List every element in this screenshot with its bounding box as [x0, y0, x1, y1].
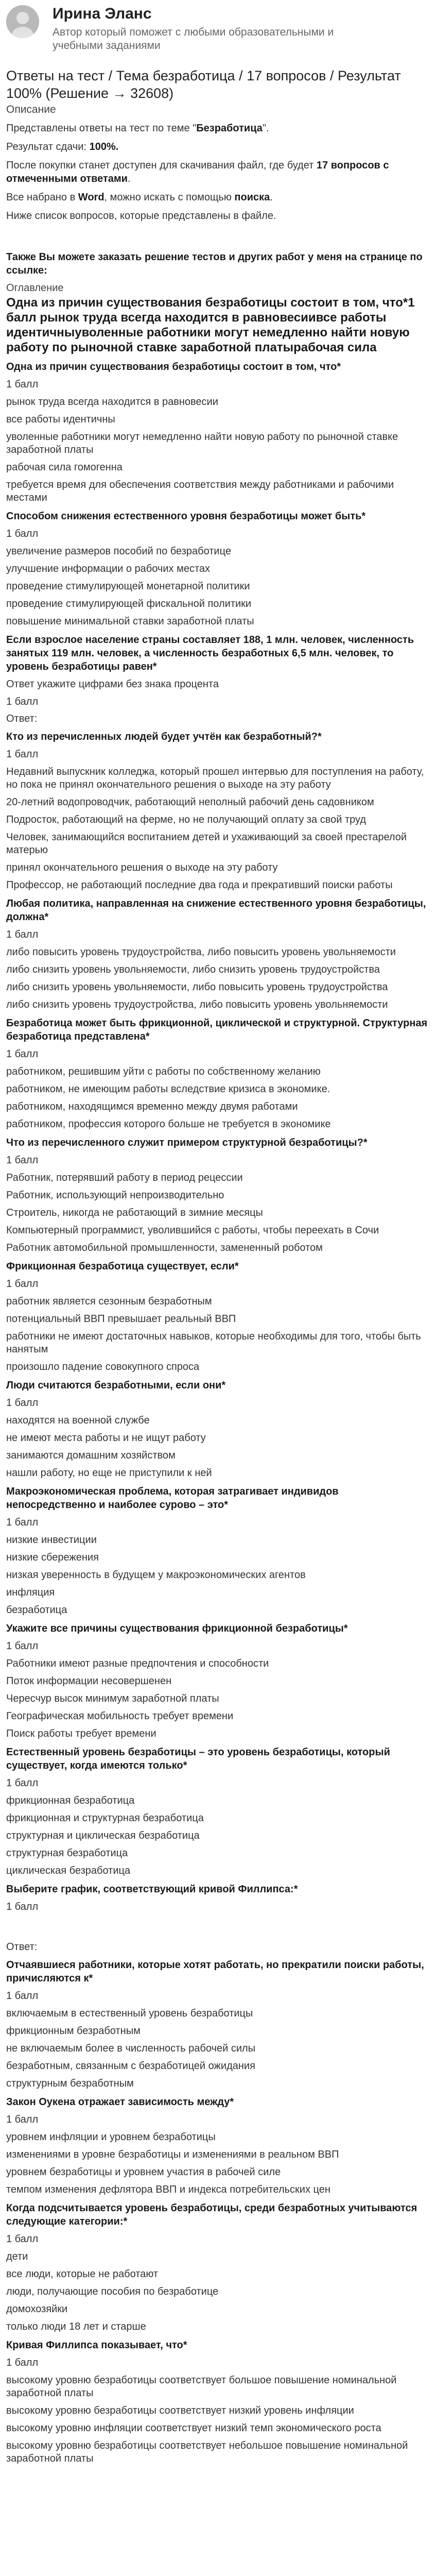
answer-label: Ответ: [6, 713, 38, 724]
answer-option: проведение стимулирующей монетарной политики [6, 581, 250, 592]
answer-option: Ответ укажите цифрами без знака процента [6, 679, 219, 690]
answer-option: безработным, связанным с безработицей ожидания [6, 2060, 255, 2072]
question-title: Естественный уровень безработицы – это уровень безработицы, который существует, когда имеются только* [6, 1747, 390, 1771]
question-points: 1 балл [6, 1155, 39, 1166]
answer-label: Ответ: [6, 1941, 38, 1953]
answer-option: уровнем безработицы и уровнем участия в рабочей силе [6, 2166, 281, 2178]
question-title: Закон Оукена отражает зависимость между* [6, 2096, 234, 2108]
answer-option: структурная безработица [6, 1848, 128, 1859]
question-block [6, 1136, 430, 1255]
question-block [6, 897, 430, 1011]
document-title: Ответы на тест / Тема безработица / 17 вопросов / Результат 100% (Решение → 32608) [6, 68, 401, 101]
answer-option: проведение стимулирующей фискальной политики [6, 598, 252, 609]
answer-option: Работник, потерявший работу в период рецессии [6, 1172, 243, 1183]
answer-option: работником, решившим уйти с работы по собственному желанию [6, 1066, 321, 1077]
question-block [6, 2201, 430, 2333]
question-block [6, 510, 430, 628]
question-points: 1 балл [6, 379, 39, 390]
question-points: 1 балл [6, 1278, 39, 1290]
answer-option: Профессор, не работающий последние два года и прекративший поиски работы [6, 879, 393, 891]
answer-option: либо снизить уровень трудоустройства, либо повысить уровень увольняемости [6, 999, 388, 1010]
question-block [6, 730, 430, 892]
answer-option: нашли работу, но еще не приступили к ней [6, 1467, 212, 1479]
answer-option: принял окончательного решения о выходе на эту работу [6, 862, 278, 873]
answer-option: инфляция [6, 1587, 55, 1598]
author-name[interactable]: Ирина Эланс [53, 5, 152, 22]
answer-option: уровнем инфляции и уровнем безработицы [6, 2131, 216, 2143]
question-title: Когда подсчитывается уровень безработицы, среди безработных учитываются следующие категории:* [6, 2202, 417, 2227]
answer-option: фрикционная и структурная безработица [6, 1812, 204, 1824]
question-points: 1 балл [6, 2357, 39, 2368]
answer-option: повышение минимальной ставки заработной платы [6, 616, 254, 627]
answer-option: высокому уровню безработицы соответствует небольшое повышение номинальной заработной платы [6, 2440, 408, 2464]
question-block [6, 1260, 430, 1374]
question-title: Люди считаются безработными, если они* [6, 1380, 226, 1391]
answer-option: потенциальный ВВП превышает реальный ВВП [6, 1313, 236, 1325]
question-block [6, 1016, 430, 1131]
question-points: 1 балл [6, 2114, 39, 2125]
answer-option: Подросток, работающий на ферме, но не получающий оплату за свой труд [6, 814, 367, 825]
question-block [6, 360, 430, 504]
answer-option: фрикционная безработица [6, 1795, 135, 1806]
answer-option: Работники имеют разные предпочтения и способности [6, 1658, 269, 1669]
answer-option: низкие инвестиции [6, 1534, 97, 1546]
questions-list [6, 360, 430, 2465]
answer-option: Географическая мобильность требует времени [6, 1710, 234, 1722]
answer-option: Поиск работы требует времени [6, 1728, 156, 1739]
answer-option: 1 балл [6, 696, 39, 707]
question-points: 1 балл [6, 1517, 39, 1528]
download-text: После покупки станет доступен для скачивания файл, где будет 17 вопросов с отмеченными ответами. [6, 160, 389, 184]
question-points: 1 балл [6, 749, 39, 760]
answer-option: включаемым в естественный уровень безработицы [6, 2008, 253, 2019]
result-value: 100%. [89, 141, 119, 152]
question-title: Что из перечисленного служит примером структурной безработицы?* [6, 1137, 368, 1148]
answer-option: Поток информации несовершенен [6, 1675, 172, 1687]
answer-option: требуется время для обеспечения соответствия между работниками и рабочими местами [6, 479, 394, 503]
question-title: Если взрослое население страны составляет 188, 1 млн. человек, численность занятых 119 млн. человек, а численность безработных 6,5 млн. человек, то уровень безработицы равен* [6, 634, 414, 672]
answer-option: работником, не имеющим работы вследствие кризиса в экономике. [6, 1083, 330, 1095]
answer-option: люди, получающие пособия по безработице [6, 2286, 219, 2297]
question-block [6, 1379, 430, 1480]
question-points: 1 балл [6, 1990, 39, 2002]
answer-option: Работник автомобильной промышленности, замененный роботом [6, 1242, 323, 1253]
intro-topic: Безработица [196, 123, 263, 134]
question-points: 1 балл [6, 1901, 39, 1912]
question-points: 1 балл [6, 1777, 39, 1789]
answer-option: дети [6, 2251, 28, 2262]
question-block [6, 2095, 430, 2196]
question-points: 1 балл [6, 528, 39, 539]
answer-option: либо повысить уровень трудоустройства, либо повысить уровень увольняемости [6, 946, 396, 958]
answer-option: Компьютерный программист, уволившийся с работы, чтобы переехать в Сочи [6, 1225, 379, 1236]
answer-option: структурным безработным [6, 2078, 134, 2089]
author-profile [6, 5, 430, 53]
answer-option: циклическая безработица [6, 1865, 131, 1876]
answer-option: высокому уровню безработицы соответствует низкий уровень инфляции [6, 2405, 354, 2416]
answer-option: изменениями в уровне безработицы и изменениями в реальном ВВП [6, 2149, 339, 2160]
answer-option: либо снизить уровень увольняемости, либо снизить уровень трудоустройства [6, 964, 380, 975]
answer-option: безработица [6, 1604, 67, 1616]
question-title: Выберите график, соответствующий кривой Филлипса:* [6, 1884, 298, 1895]
answer-option: не имеют места работы и не ищут работу [6, 1432, 206, 1444]
question-title: Макроэкономическая проблема, которая затрагивает индивидов непосредственно и наиболее сурово – это* [6, 1486, 339, 1511]
answer-option: рабочая сила гомогенна [6, 462, 123, 473]
answer-option: рынок труда всегда находится в равновесии [6, 396, 218, 408]
answer-option: высокому уровню безработицы соответствует большое повышение номинальной заработной платы [6, 2375, 397, 2399]
question-points: 1 балл [6, 1397, 39, 1409]
answer-option: Человек, занимающийся воспитанием детей и ухаживающий за своей престарелой матерью [6, 832, 407, 856]
answer-option: все работы идентичны [6, 414, 115, 425]
question-title: Отчаявшиеся работники, которые хотят работать, но прекратили поиски работы, причисляются к* [6, 1959, 424, 1984]
list-note: Ниже список вопросов, которые представлены в файле. [6, 210, 276, 222]
question-block [6, 1883, 430, 1953]
search-text: Все набрано в Word, можно искать с помощью поиска. [6, 192, 273, 203]
answer-option: уволенные работники могут немедленно найти новую работу по рыночной ставке заработной платы [6, 431, 398, 455]
answer-option: либо снизить уровень увольняемости, либо повысить уровень трудоустройства [6, 981, 388, 993]
answer-option: низкие сбережения [6, 1552, 99, 1563]
question-block [6, 2338, 430, 2465]
answer-option: домохозяйки [6, 2303, 68, 2315]
question-title: Одна из причин существования безработицы состоит в том, что* [6, 361, 341, 372]
question-title: Кривая Филлипса показывает, что* [6, 2340, 187, 2351]
question-points: 1 балл [6, 929, 39, 940]
answer-option: низкая уверенность в будущем у макроэкономических агентов [6, 1569, 306, 1581]
description-label: Описание [6, 104, 56, 115]
question-title: Любая политика, направленная на снижение естественного уровня безработицы, должна* [6, 898, 426, 923]
question-block [6, 633, 430, 725]
author-description: Автор который поможет с любыми образовательными и учебными заданиями [53, 26, 334, 52]
answer-option: темпом изменения дефлятора ВВП и индекса потребительских цен [6, 2184, 330, 2195]
question-title: Способом снижения естественного уровня безработицы может быть* [6, 511, 366, 522]
toc-heading[interactable]: Одна из причин существования безработицы состоит в том, что*1 балл рынок труда всегда находится в равновесиивсе работы идентичныуволенные работники могут немедленно найти новую работу по рыночной ставке заработной платырабочая сила [6, 296, 415, 354]
answer-option: Работник, использующий непроизводительно [6, 1190, 224, 1201]
answer-option: улучшение информации о рабочих местах [6, 563, 211, 574]
question-points: 1 балл [6, 1048, 39, 1060]
answer-option: произошло падение совокупного спроса [6, 1361, 200, 1372]
answer-option: фрикционным безработным [6, 2025, 141, 2037]
answer-option: находятся на военной службе [6, 1415, 150, 1426]
question-block [6, 1485, 430, 1617]
question-title: Фрикционная безработица существует, если* [6, 1261, 239, 1272]
answer-option: занимаются домашним хозяйством [6, 1450, 176, 1461]
answer-option: работником, находящимся временно между двумя работами [6, 1101, 298, 1112]
question-block [6, 1745, 430, 1877]
user-avatar-icon[interactable] [6, 5, 39, 38]
question-points: 1 балл [6, 2233, 39, 2245]
result-text: Результат сдачи: 100%. [6, 141, 119, 152]
question-points: 1 балл [6, 1640, 39, 1652]
order-link-heading[interactable]: Также Вы можете заказать решение тестов и других работ у меня на странице по ссылке: [6, 251, 423, 276]
answer-option: Недавний выпускник колледжа, который прошел интервью для поступления на работу, но пока не принял окончательного решения о выходе на эту работу [6, 766, 424, 790]
answer-option: работником, профессия которого больше не требуется в экономике [6, 1118, 331, 1130]
answer-option: все люди, которые не работают [6, 2268, 159, 2280]
question-title: Безработица может быть фрикционной, циклической и структурной. Структурная безработица представлена* [6, 1018, 428, 1042]
question-block [6, 1958, 430, 2090]
answer-option: Строитель, никогда не работающий в зимние месяцы [6, 1207, 263, 1218]
answer-option: работники не имеют достаточных навыков, которые необходимы для того, чтобы быть нанятым [6, 1331, 421, 1355]
answer-option: только люди 18 лет и старше [6, 2321, 146, 2332]
question-title: Кто из перечисленных людей будет учтён как безработный?* [6, 731, 322, 742]
answer-option: увеличение размеров пособий по безработице [6, 546, 231, 557]
toc-label: Оглавление [6, 282, 64, 294]
answer-option: 20-летний водопроводчик, работающий неполный рабочий день садовником [6, 796, 374, 808]
answer-option: структурная и циклическая безработица [6, 1830, 200, 1841]
question-title: Укажите все причины существования фрикционной безработицы* [6, 1623, 348, 1634]
answer-option: высокому уровню инфляции соответствует низкий темп экономического роста [6, 2422, 381, 2434]
answer-option: Чересчур высок минимум заработной платы [6, 1693, 219, 1704]
question-block [6, 1622, 430, 1740]
intro-text: Представлены ответы на тест по теме "Безработица". [6, 123, 269, 134]
answer-option: работник является сезонным безработным [6, 1296, 212, 1307]
answer-option: не включаемым более в численность рабочей силы [6, 2043, 256, 2054]
